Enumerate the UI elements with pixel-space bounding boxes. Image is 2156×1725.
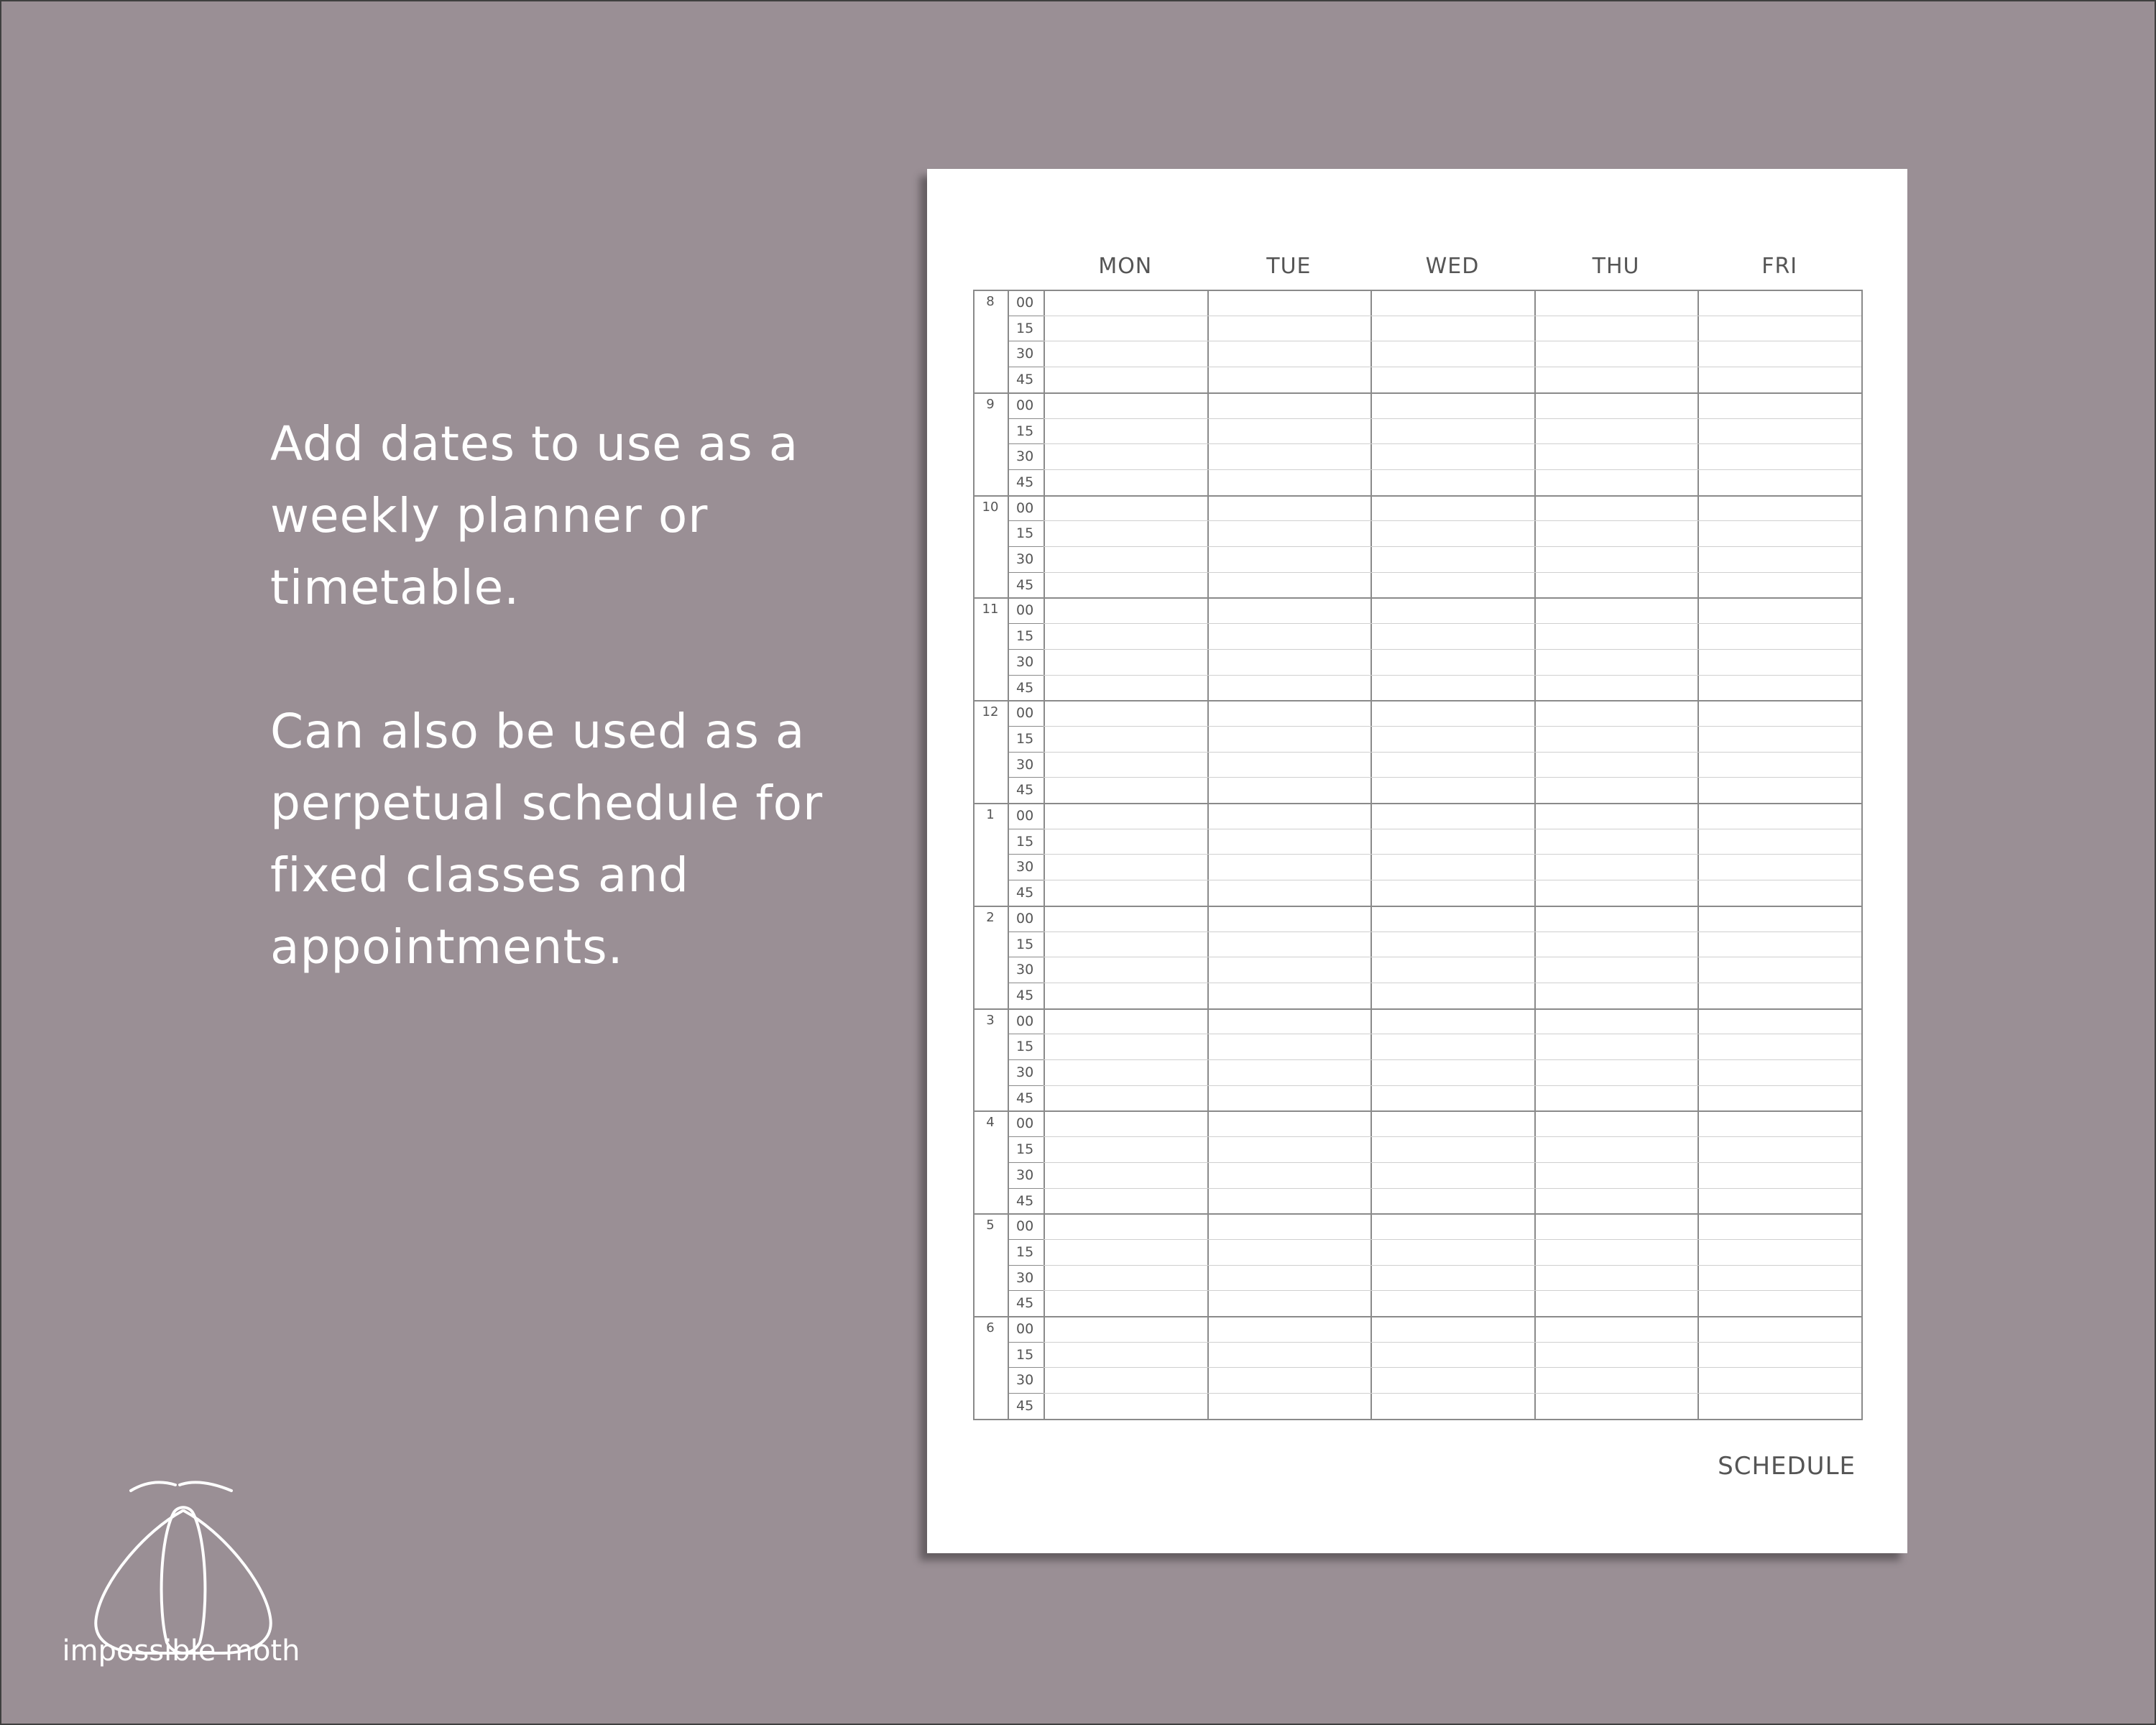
minute-label: 00 bbox=[1016, 910, 1034, 926]
grid-quarter-line bbox=[1044, 675, 1861, 676]
day-header-mon: MON bbox=[1098, 254, 1153, 279]
grid-border-left bbox=[973, 290, 975, 1419]
grid-quarter-line bbox=[1044, 726, 1861, 727]
grid-quarter-line bbox=[1044, 520, 1861, 521]
grid-quarter-line bbox=[1044, 1393, 1861, 1394]
grid-minute-line bbox=[1008, 1239, 1044, 1240]
minute-label: 45 bbox=[1016, 782, 1034, 799]
minute-label: 15 bbox=[1016, 730, 1034, 747]
minute-label: 45 bbox=[1016, 576, 1034, 593]
minute-label: 15 bbox=[1016, 1039, 1034, 1055]
grid-quarter-line bbox=[1044, 469, 1861, 470]
day-header-thu: THU bbox=[1592, 254, 1640, 279]
grid-quarter-line bbox=[1044, 1188, 1861, 1189]
description-text bbox=[270, 408, 903, 1055]
hour-label: 11 bbox=[982, 602, 999, 617]
grid-hour-line bbox=[973, 597, 1861, 599]
grid-quarter-line bbox=[1044, 546, 1861, 547]
grid-minute-line bbox=[1008, 752, 1044, 753]
grid-hour-line bbox=[973, 1213, 1861, 1215]
grid-minute-line bbox=[1008, 520, 1044, 521]
grid-quarter-line bbox=[1044, 572, 1861, 573]
grid-border-bottom bbox=[973, 1419, 1863, 1420]
grid-divider-day bbox=[1861, 290, 1863, 1419]
grid-quarter-line bbox=[1044, 777, 1861, 778]
day-header-row bbox=[973, 254, 1907, 282]
grid-minute-line bbox=[1008, 1265, 1044, 1266]
minute-label: 15 bbox=[1016, 320, 1034, 336]
hour-label: 6 bbox=[986, 1320, 995, 1335]
minute-label: 45 bbox=[1016, 1090, 1034, 1106]
grid-hour-line bbox=[973, 803, 1861, 804]
grid-minute-line bbox=[1008, 572, 1044, 573]
grid-quarter-line bbox=[1044, 1085, 1861, 1086]
grid-quarter-line bbox=[1044, 1059, 1861, 1060]
minute-label: 15 bbox=[1016, 423, 1034, 439]
grid-quarter-line bbox=[1044, 1136, 1861, 1137]
minute-label: 00 bbox=[1016, 500, 1034, 516]
grid-hour-line bbox=[973, 1110, 1861, 1112]
grid-minute-line bbox=[1008, 777, 1044, 778]
day-header-tue: TUE bbox=[1266, 254, 1312, 279]
minute-label: 15 bbox=[1016, 1243, 1034, 1260]
minute-label: 00 bbox=[1016, 808, 1034, 824]
hour-label: 9 bbox=[986, 396, 995, 412]
grid-quarter-line bbox=[1044, 854, 1861, 855]
grid-hour-line bbox=[973, 290, 1861, 291]
minute-label: 00 bbox=[1016, 295, 1034, 310]
grid-quarter-line bbox=[1044, 1367, 1861, 1368]
grid-quarter-line bbox=[1044, 418, 1861, 419]
grid-minute-line bbox=[1008, 649, 1044, 650]
grid-minute-line bbox=[1008, 1342, 1044, 1343]
grid-hour-line bbox=[973, 392, 1861, 394]
grid-minute-line bbox=[1008, 1059, 1044, 1060]
planner-sheet bbox=[927, 169, 1907, 1553]
minute-label: 45 bbox=[1016, 1192, 1034, 1209]
minute-label: 15 bbox=[1016, 1346, 1034, 1363]
minute-label: 15 bbox=[1016, 833, 1034, 850]
grid-minute-line bbox=[1008, 443, 1044, 444]
grid-minute-line bbox=[1008, 1393, 1044, 1394]
hour-label: 8 bbox=[986, 294, 995, 309]
sheet-title: SCHEDULE bbox=[1718, 1452, 1856, 1481]
minute-label: 00 bbox=[1016, 602, 1034, 619]
grid-minute-line bbox=[1008, 623, 1044, 624]
minute-label: 00 bbox=[1016, 1218, 1034, 1235]
minute-label: 00 bbox=[1016, 1013, 1034, 1029]
grid-hour-line bbox=[973, 495, 1861, 497]
grid-hour-line bbox=[973, 700, 1861, 702]
description-paragraph-2: Can also be used as a perpetual schedule for fixed classes and appointments. bbox=[270, 704, 824, 975]
minute-label: 30 bbox=[1016, 756, 1034, 773]
minute-label: 00 bbox=[1016, 705, 1034, 722]
minute-label: 45 bbox=[1016, 987, 1034, 1003]
grid-minute-line bbox=[1008, 1162, 1044, 1163]
minute-label: 30 bbox=[1016, 1372, 1034, 1389]
day-header-wed: WED bbox=[1425, 254, 1480, 279]
grid-minute-line bbox=[1008, 854, 1044, 855]
hour-label: 4 bbox=[986, 1115, 995, 1131]
grid-hour-line bbox=[973, 1008, 1861, 1010]
grid-quarter-line bbox=[1044, 752, 1861, 753]
minute-label: 15 bbox=[1016, 936, 1034, 952]
minute-label: 45 bbox=[1016, 885, 1034, 901]
minute-label: 30 bbox=[1016, 551, 1034, 567]
minute-label: 15 bbox=[1016, 1141, 1034, 1158]
grid-quarter-line bbox=[1044, 443, 1861, 444]
minute-label: 30 bbox=[1016, 1269, 1034, 1286]
minute-label: 30 bbox=[1016, 962, 1034, 978]
minute-label: 45 bbox=[1016, 1398, 1034, 1414]
minute-label: 15 bbox=[1016, 628, 1034, 645]
grid-quarter-line bbox=[1044, 623, 1861, 624]
grid-minute-line bbox=[1008, 726, 1044, 727]
grid-minute-line bbox=[1008, 1290, 1044, 1291]
minute-label: 00 bbox=[1016, 1116, 1034, 1132]
minute-label: 45 bbox=[1016, 474, 1034, 490]
minute-label: 00 bbox=[1016, 397, 1034, 413]
minute-label: 15 bbox=[1016, 525, 1034, 542]
minute-label: 45 bbox=[1016, 1295, 1034, 1312]
hour-label: 12 bbox=[982, 704, 999, 720]
grid-minute-line bbox=[1008, 1136, 1044, 1137]
minute-label: 30 bbox=[1016, 859, 1034, 875]
description-paragraph-1: Add dates to use as a weekly planner or timetable. bbox=[270, 416, 799, 615]
grid-minute-line bbox=[1008, 675, 1044, 676]
grid-minute-line bbox=[1008, 1085, 1044, 1086]
grid-minute-line bbox=[1008, 418, 1044, 419]
grid-minute-line bbox=[1008, 1367, 1044, 1368]
minute-label: 45 bbox=[1016, 679, 1034, 696]
minute-label: 30 bbox=[1016, 653, 1034, 670]
minute-label: 30 bbox=[1016, 1167, 1034, 1183]
grid-minute-line bbox=[1008, 469, 1044, 470]
minute-label: 00 bbox=[1016, 1321, 1034, 1337]
grid-quarter-line bbox=[1044, 1265, 1861, 1266]
hour-label: 2 bbox=[986, 909, 995, 925]
grid-hour-line bbox=[973, 906, 1861, 907]
hour-label: 10 bbox=[982, 499, 999, 515]
minute-label: 30 bbox=[1016, 1064, 1034, 1080]
minute-label: 45 bbox=[1016, 372, 1034, 388]
minute-label: 30 bbox=[1016, 448, 1034, 465]
grid-quarter-line bbox=[1044, 649, 1861, 650]
hour-label: 3 bbox=[986, 1012, 995, 1028]
grid-quarter-line bbox=[1044, 1290, 1861, 1291]
grid-minute-line bbox=[1008, 1188, 1044, 1189]
grid-quarter-line bbox=[1044, 1162, 1861, 1163]
hour-label: 5 bbox=[986, 1218, 995, 1233]
grid-quarter-line bbox=[1044, 1239, 1861, 1240]
brand-name: impossible moth bbox=[62, 1634, 300, 1668]
grid-hour-line bbox=[973, 1316, 1861, 1317]
schedule-grid bbox=[973, 290, 1861, 1420]
day-header-fri: FRI bbox=[1761, 254, 1798, 279]
hour-label: 1 bbox=[986, 807, 995, 822]
grid-quarter-line bbox=[1044, 1342, 1861, 1343]
grid-minute-line bbox=[1008, 546, 1044, 547]
minute-label: 30 bbox=[1016, 346, 1034, 362]
